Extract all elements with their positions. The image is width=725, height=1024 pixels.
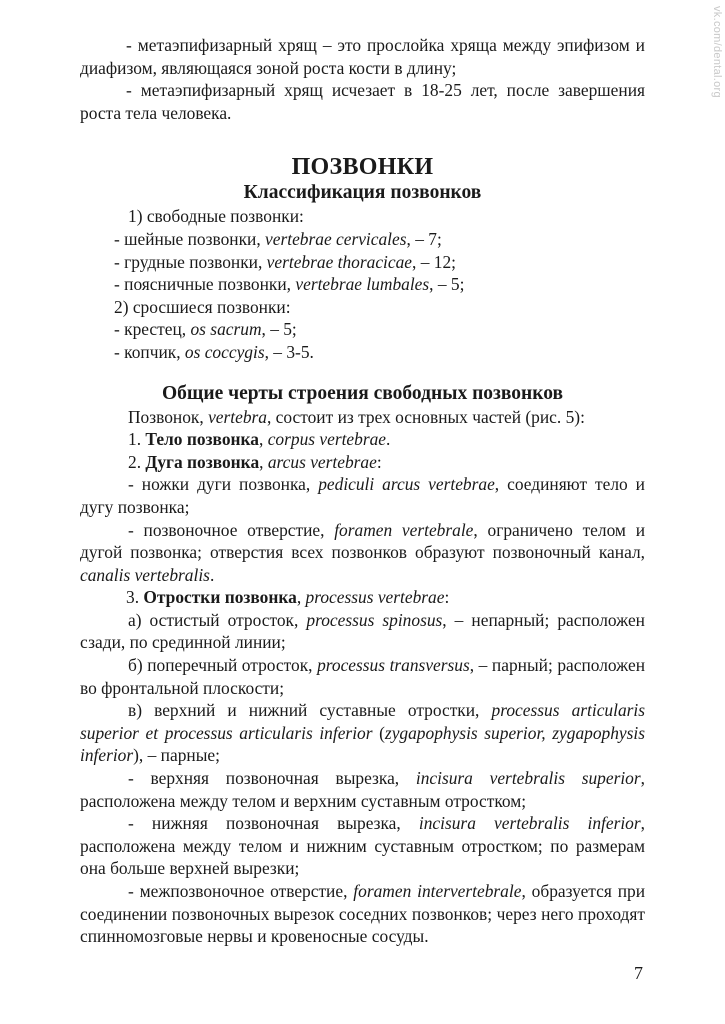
paragraph: - нижняя позвоночная вырезка, incisura vertebralis inferior, расположена между телом и нижним суставным отростком; по размерам она больше верхней вырезки; xyxy=(80,813,646,879)
paragraph: Позвонок, vertebra, состоит из трех основных частей (рис. 5): xyxy=(128,406,585,427)
page-number: 7 xyxy=(634,963,643,983)
list-item: - грудные позвонки, vertebrae thoracicae, – 12; xyxy=(114,251,456,272)
section-title: ПОЗВОНКИ xyxy=(291,154,434,181)
paragraph: в) верхний и нижний суставные отростки, processus articularis superior et processus articularis inferior (zygapophysis superior, zygapophysis inferior), – парные; xyxy=(80,700,646,766)
paragraph: 3. Отростки позвонка, processus vertebrae: xyxy=(126,587,450,608)
page-content xyxy=(80,34,645,948)
fused-vertebrae-label: 2) сросшиеся позвонки: xyxy=(114,296,291,317)
paragraph: 1. Тело позвонка, corpus vertebrae. xyxy=(128,429,391,450)
paragraph: а) остистый отросток, processus spinosus, – непарный; расположен сзади, по срединной линии; xyxy=(80,609,645,653)
paragraph: - межпозвоночное отверстие, foramen intervertebrale, образуется при соединении позвоночных вырезок соседних позвонков; через него проходят спинномозговые нервы и кровеносные сосуды. xyxy=(80,881,645,947)
intro-paragraph-1: - метаэпифизарный хрящ – это прослойка хряща между эпифизом и диафизом, являющаяся зоной роста кости в длину; xyxy=(80,35,645,78)
list-item: - поясничные позвонки, vertebrae lumbales, – 5; xyxy=(114,274,465,295)
paragraph: 2. Дуга позвонка, arcus vertebrae: xyxy=(128,451,382,472)
paragraph: - позвоночное отверстие, foramen vertebrale, ограничено телом и дугой позвонка; отверстия всех позвонков образуют позвоночный канал, canalis vertebralis. xyxy=(80,519,645,585)
general-features-title: Общие черты строения свободных позвонков xyxy=(161,382,564,404)
paragraph: - ножки дуги позвонка, pediculi arcus vertebrae, соединяют тело и дугу позвонка; xyxy=(80,474,645,517)
watermark: vk.com/dental.org xyxy=(711,6,723,98)
list-item: - крестец, os sacrum, – 5; xyxy=(114,319,297,340)
general-features-body xyxy=(80,406,645,948)
list-item: - копчик, os coccygis, – 3-5. xyxy=(114,341,314,362)
paragraph: - верхняя позвоночная вырезка, incisura vertebralis superior, расположена между телом и верхним суставным отростком; xyxy=(80,768,645,811)
classification-list xyxy=(80,205,645,363)
paragraph: б) поперечный отросток, processus transversus, – парный; расположен во фронтальной плоскости; xyxy=(80,655,645,698)
intro-paragraph-2: - метаэпифизарный хрящ исчезает в 18-25 лет, после завершения роста тела человека. xyxy=(80,80,645,123)
list-item: - шейные позвонки, vertebrae cervicales, – 7; xyxy=(114,228,442,249)
classification-title: Классификация позвонков xyxy=(243,182,482,204)
free-vertebrae-label: 1) свободные позвонки: xyxy=(128,206,304,227)
